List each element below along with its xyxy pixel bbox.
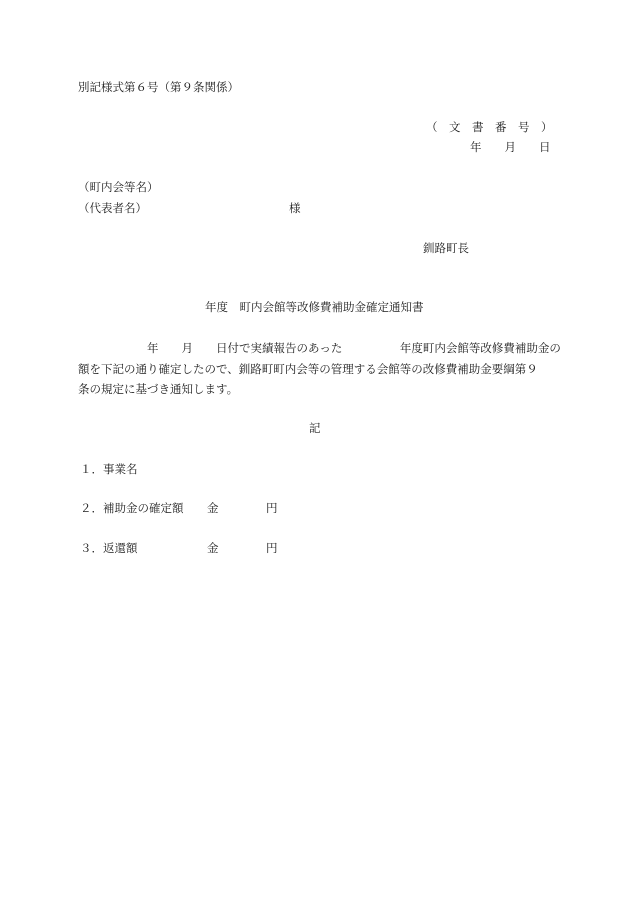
ki-heading: 記: [309, 421, 321, 435]
recipient-organization: （町内会等名）: [78, 180, 159, 194]
issuer-name: 釧路町長: [423, 241, 469, 255]
item-amount-prefix: 金: [207, 501, 219, 515]
item-label: ３．返還額: [80, 541, 138, 555]
document-number: （ 文 書 番 号 ）: [426, 120, 553, 134]
item-amount-unit: 円: [266, 501, 278, 515]
form-label: 別記様式第６号（第９条関係）: [78, 80, 239, 94]
item-amount-unit: 円: [266, 541, 278, 555]
item-amount-prefix: 金: [207, 541, 219, 555]
issue-date: 年 月 日: [470, 140, 551, 154]
body-line-1: 年 月 日付で実績報告のあった 年度町内会館等改修費補助金の: [78, 341, 561, 355]
document-title: 年度 町内会館等改修費補助金確定通知書: [205, 300, 424, 314]
item-label: ２．補助金の確定額: [80, 501, 184, 515]
body-line-3: 条の規定に基づき通知します。: [78, 382, 239, 396]
item-label: １．事業名: [80, 462, 138, 476]
body-line-2: 額を下記の通り確定したので、釧路町町内会等の管理する会館等の改修費補助金要綱第９: [78, 362, 538, 376]
honorific: 様: [289, 201, 301, 215]
recipient-representative: （代表者名）: [78, 201, 147, 215]
